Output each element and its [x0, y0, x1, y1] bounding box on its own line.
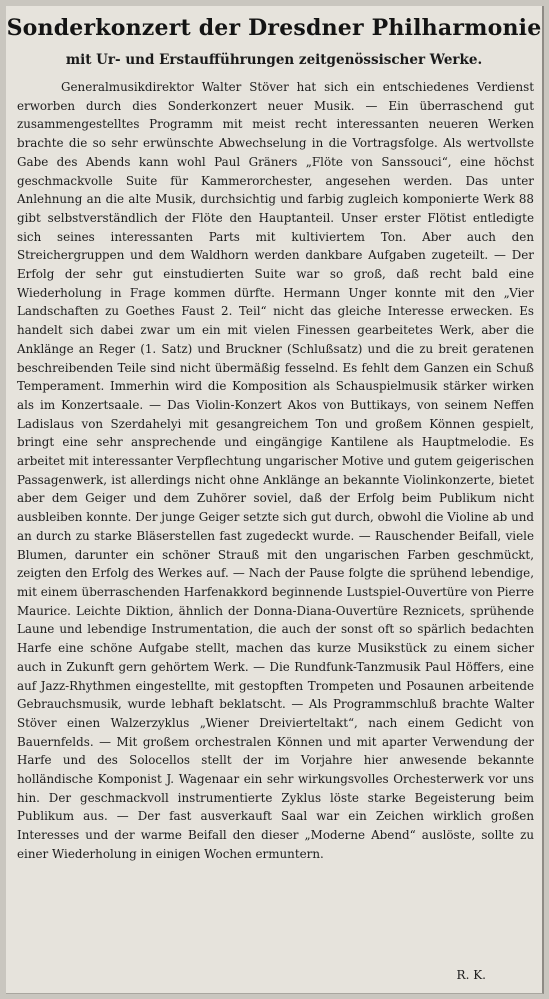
author-signature: R. K.	[456, 968, 486, 982]
newspaper-clipping	[6, 6, 544, 994]
article-title: Sonderkonzert der Dresdner Philharmonie	[6, 15, 542, 41]
article-body: Generalmusikdirektor Walter Stöver hat sich ein entschiedenes Verdienst erworben durch dies Sonderkonzert neuer Musik. — Ein überraschend gut zusammengestelltes Programm mit meist recht interessanten neueren Werken brachte die so sehr erwünschte Abwechselung in die Vortragsfolge. Als wertvollste Gabe des Abends kann wohl Paul Gräners „Flöte von Sanssouci“, eine höchst geschmackvolle Suite für Kammerorchester, angesehen werden. Das unter Anlehnung an die alte Musik, durchsichtig und farbig zugleich komponierte Werk 88 gibt selbstverständlich der Flöte den Hauptanteil. Unser erster Flötist entledigte sich seines interessanten Parts mit kultiviertem Ton. Aber auch den Streichergruppen und dem Waldhorn werden dankbare Aufgaben zugeteilt. — Der Erfolg der sehr gut einstudierten Suite war so groß, daß recht bald eine Wiederholung in Frage kommen dürfte. Hermann Unger konnte mit den „Vier Landschaften zu Goethes Faust 2. Teil“ nicht das gleiche Interesse erwecken. Es handelt sich dabei zwar um ein mit vielen Finessen gearbeitetes Werk, aber die Anklänge an Reger (1. Satz) und Bruckner (Schlußsatz) und die zu breit geratenen beschreibenden Teile sind nicht übermäßig fesselnd. Es fehlt dem Ganzen ein Schuß Temperament. Immerhin wird die Komposition als Schauspielmusik stärker wirken als im Konzertsaale. — Das Violin-Konzert Akos von Buttikays, von seinem Neffen Ladislaus von Szerdahelyi mit gesangreichem Ton und großem Können gespielt, bringt eine sehr ansprechende und eingängige Kantilene als Hauptmelodie. Es arbeitet mit interessanter Verpflechtung ungarischer Motive und gutem geigerischen Passagenwerk, ist allerdings nicht ohne Anklänge an bekannte Violinkonzerte, bietet aber dem Geiger und dem Zuhörer soviel, daß der Erfolg beim Publikum nicht ausbleiben konnte. Der junge Geiger setzte sich gut durch, obwohl die Violine ab und an durch zu starke Bläserstellen fast zugedeckt wurde. — Rauschender Beifall, viele Blumen, darunter ein schöner Strauß mit den ungarischen Farben geschmückt, zeigten den Erfolg des Werkes auf. — Nach der Pause folgte die sprühend lebendige, mit einem überraschenden Harfenakkord beginnende Lustspiel-Ouvertüre von Pierre Maurice. Leichte Diktion, ähnlich der Donna-Diana-Ouvertüre Reznicets, sprühende Laune und lebendige Instrumentation, die auch der sonst oft so spärlich bedachten Harfe eine schöne Aufgabe stellt, machen das kurze Musikstück zu einem sicher auch in Zukunft gern gehörtem Werk. — Die Rundfunk-Tanzmusik Paul Höffers, eine auf Jazz-Rhythmen eingestellte, mit gestopften Trompeten und Posaunen arbeitende Gebrauchsmusik, wurde lebhaft beklatscht. — Als Programmschluß brachte Walter Stöver einen Walzerzyklus „Wiener Dreivierteltakt“, nach einem Gedicht von Bauernfelds. — Mit großem orchestralen Können und mit aparter Verwendung der Harfe und des Solocellos stellt der im Vorjahre hier anwesende bekannte holländische Komponist J. Wagenaar ein sehr wirkungsvolles Orchesterwerk vor uns hin. Der geschmackvoll instrumentierte Zyklus löste starke Begeisterung beim Publikum aus. — Der fast ausverkauft Saal war ein Zeichen wirklich großen Interesses und der warme Beifall den dieser „Moderne Abend“ auslöste, sollte zu einer Wiederholung in einigen Wochen ermuntern.	[17, 80, 535, 861]
article-subtitle: mit Ur- und Erstaufführungen zeitgenössischer Werke.	[65, 52, 483, 68]
